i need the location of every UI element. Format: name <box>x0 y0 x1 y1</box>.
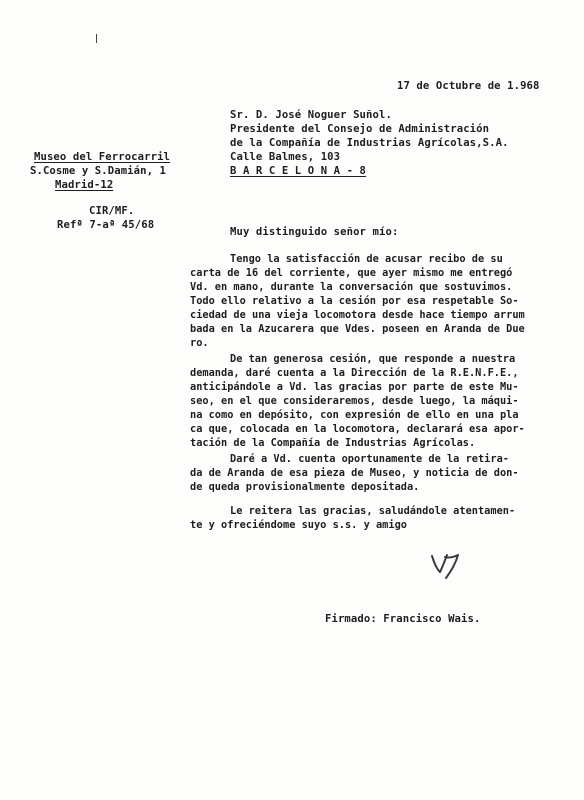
paragraph-line: carta de 16 del corriente, que ayer mismo me entregó <box>190 267 513 279</box>
paragraph-line: Todo ello relativo a la cesión por esa respetable So- <box>190 295 519 307</box>
paragraph-line: ca que, colocada en la locomotora, declarará esa apor- <box>190 423 525 435</box>
paragraph-line: anticipándole a Vd. las gracias por parte de este Mu- <box>190 381 519 393</box>
recipient-company: de la Compañía de Industrias Agrícolas,S.A. <box>230 137 509 149</box>
margin-tick-mark <box>96 34 101 43</box>
paragraph-line: Le reitera las gracias, saludándole atentamen- <box>230 505 516 517</box>
paragraph-line: Vd. en mano, durante la conversación que sostuvimos. <box>190 281 513 293</box>
signed-line: Firmado: Francisco Wais. <box>325 613 481 625</box>
recipient-name: Sr. D. José Noguer Suñol. <box>230 109 392 121</box>
letter-date: 17 de Octubre de 1.968 <box>397 80 540 92</box>
paragraph-line: De tan generosa cesión, que responde a nuestra <box>230 353 516 365</box>
sender-name: Museo del Ferrocarril <box>34 151 171 163</box>
recipient-city: B A R C E L O N A - 8 <box>230 165 367 177</box>
sender-address: S.Cosme y S.Damián, 1 <box>30 165 167 177</box>
paragraph-line: na como en depósito, con expresión de ello en una pla <box>190 409 519 421</box>
recipient-street: Calle Balmes, 103 <box>230 151 341 163</box>
paragraph-line: demanda, daré cuenta a la Dirección de la R.E.N.F.E., <box>190 367 519 379</box>
paragraph-line: Daré a Vd. cuenta oportunamente de la retira- <box>230 453 509 465</box>
salutation: Muy distinguido señor mío: <box>230 226 399 238</box>
reference-number: Refª 7-aª 45/68 <box>57 219 155 231</box>
paragraph-line: ciedad de una vieja locomotora desde hace tiempo arrum <box>190 309 525 321</box>
handwritten-initials-mark <box>428 548 464 582</box>
paragraph-line: de queda provisionalmente depositada. <box>190 481 420 493</box>
paragraph-line: ro. <box>190 337 209 349</box>
paragraph-line: Tengo la satisfacción de acusar recibo de su <box>230 253 503 265</box>
reference-initials: CIR/MF. <box>89 205 135 217</box>
paragraph-line: te y ofreciéndome suyo s.s. y amigo <box>190 519 407 531</box>
paragraph-line: seo, en el que consideraremos, desde luego, la máqui- <box>190 395 519 407</box>
paragraph-line: da de Aranda de esa pieza de Museo, y noticia de don- <box>190 467 519 479</box>
sender-city: Madrid-12 <box>55 179 114 191</box>
paragraph-line: tación de la Compañía de Industrias Agrícolas. <box>190 437 476 449</box>
recipient-title: Presidente del Consejo de Administración <box>230 123 490 135</box>
paragraph-line: bada en la Azucarera que Vdes. poseen en Aranda de Due <box>190 323 525 335</box>
